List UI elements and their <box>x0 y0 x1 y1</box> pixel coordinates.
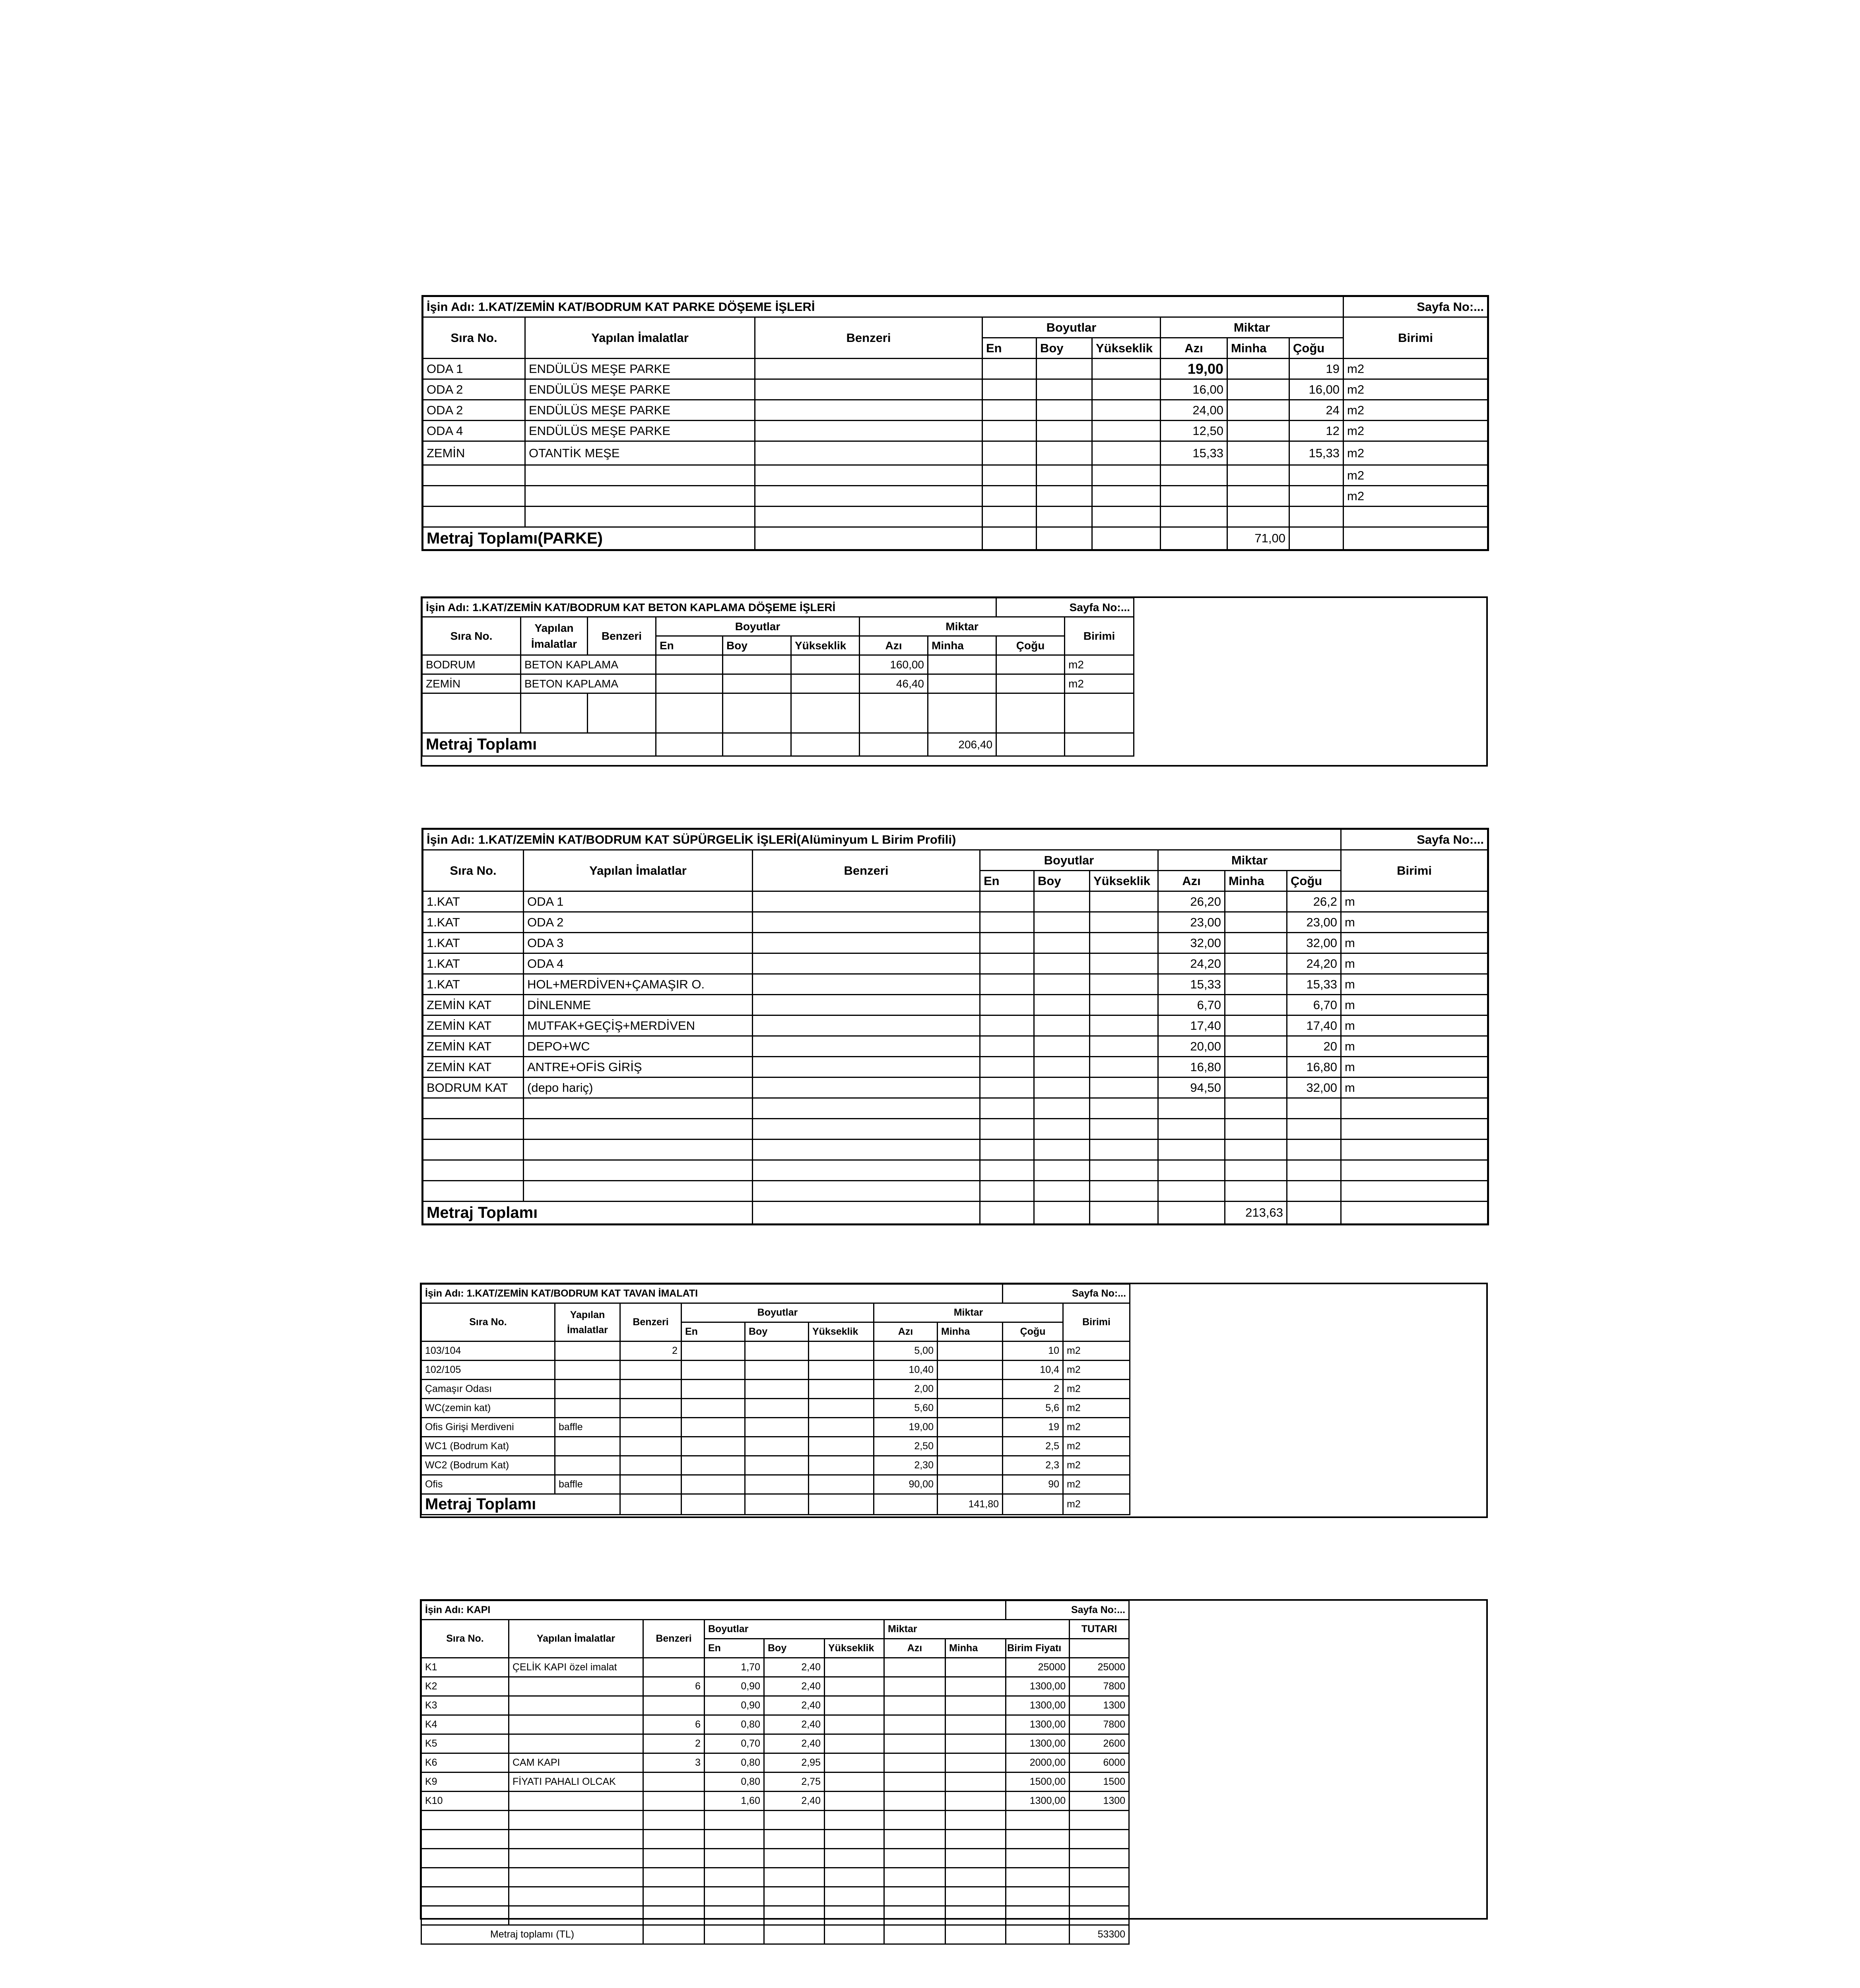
beton-table <box>421 597 1134 757</box>
beton-total-value: 206,40 <box>928 733 996 756</box>
header-birimi: Birimi <box>1063 1303 1130 1342</box>
header-boy: Boy <box>1037 338 1092 359</box>
table-row: ODA 1 ENDÜLÜS MEŞE PARKE 19,00 19 m2 <box>423 359 1488 379</box>
header-cogu: Çoğu <box>1287 871 1341 891</box>
header-en: En <box>656 636 723 655</box>
header-boyutlar: Boyutlar <box>982 317 1161 338</box>
header-azi: Azı <box>874 1322 938 1342</box>
table-row: 1.KAT ODA 2 23,00 23,00 m <box>423 912 1488 933</box>
kapi-table <box>421 1600 1130 1945</box>
header-yapilan-imalatlar: Yapılan İmalatlar <box>521 617 588 655</box>
table-row <box>422 693 1134 733</box>
table-row <box>421 1868 1129 1887</box>
header-boyutlar: Boyutlar <box>705 1620 884 1639</box>
tavan-total-label: Metraj Toplamı <box>421 1494 620 1515</box>
table-row <box>423 1119 1488 1140</box>
table-row <box>421 1906 1129 1925</box>
table-row: ODA 2 ENDÜLÜS MEŞE PARKE 24,00 24 m2 <box>423 400 1488 421</box>
header-yukseklik: Yükseklik <box>825 1639 884 1658</box>
header-yukseklik: Yükseklik <box>791 636 860 655</box>
header-en: En <box>980 871 1034 891</box>
header-yapilan-imalatlar: Yapılan İmalatlar <box>524 850 753 891</box>
table-row: ZEMİN BETON KAPLAMA 46,40 m2 <box>422 674 1134 693</box>
header-sira-no: Sıra No. <box>421 1620 509 1658</box>
header-sira-no: Sıra No. <box>423 317 525 359</box>
table-row <box>423 1181 1488 1202</box>
header-miktar: Miktar <box>860 617 1065 636</box>
table-row: K2 6 0,90 2,40 1300,00 7800 <box>421 1677 1129 1696</box>
header-cogu: Çoğu <box>996 636 1065 655</box>
table-row: BODRUM KAT (depo hariç) 94,50 32,00 m <box>423 1077 1488 1098</box>
table-row <box>421 1887 1129 1906</box>
header-tutari: TUTARI <box>1070 1620 1129 1639</box>
table-row: ODA 4 ENDÜLÜS MEŞE PARKE 12,50 12 m2 <box>423 421 1488 441</box>
table-row <box>421 1849 1129 1868</box>
table-row: K6 CAM KAPI 3 0,80 2,95 2000,00 6000 <box>421 1753 1129 1773</box>
header-boy: Boy <box>1034 871 1090 891</box>
header-yukseklik: Yükseklik <box>1090 871 1158 891</box>
table-row: Ofis baffle 90,00 90 m2 <box>421 1475 1130 1494</box>
table-row <box>423 507 1488 527</box>
parke-table <box>421 295 1489 551</box>
kapi-total-label: Metraj toplamı (TL) <box>421 1925 643 1944</box>
supurgelik-table <box>421 828 1489 1225</box>
table-row: ODA 2 ENDÜLÜS MEŞE PARKE 16,00 16,00 m2 <box>423 379 1488 400</box>
supurgelik-rows <box>423 891 1488 1202</box>
tavan-total-unit: m2 <box>1063 1494 1130 1515</box>
tavan-sheet <box>421 1283 1130 1515</box>
table-row <box>421 1811 1129 1830</box>
table-row: ZEMİN KAT ANTRE+OFİS GİRİŞ 16,80 16,80 m <box>423 1057 1488 1077</box>
table-row: ZEMİN KAT DEPO+WC 20,00 20 m <box>423 1036 1488 1057</box>
header-benzeri: Benzeri <box>643 1620 705 1658</box>
header-yukseklik: Yükseklik <box>1092 338 1161 359</box>
table-row: Ofis Girişi Merdiveni baffle 19,00 19 m2 <box>421 1418 1130 1437</box>
supurgelik-total-label: Metraj Toplamı <box>423 1202 753 1225</box>
header-azi: Azı <box>1161 338 1227 359</box>
supurgelik-title: İşin Adı: 1.KAT/ZEMİN KAT/BODRUM KAT SÜPÜRGELİK İŞLERİ(Alüminyum L Birim Profili) <box>423 829 1341 850</box>
kapi-page-no: Sayfa No:... <box>1006 1601 1129 1620</box>
header-en: En <box>982 338 1037 359</box>
table-row: 1.KAT ODA 1 26,20 26,2 m <box>423 891 1488 912</box>
beton-total-label: Metraj Toplamı <box>422 733 656 756</box>
kapi-rows <box>421 1658 1129 1925</box>
header-en: En <box>681 1322 745 1342</box>
table-row: 103/104 2 5,00 10 m2 <box>421 1342 1130 1361</box>
beton-title: İşin Adı: 1.KAT/ZEMİN KAT/BODRUM KAT BETON KAPLAMA DÖŞEME İŞLERİ <box>422 598 996 617</box>
table-row <box>423 1098 1488 1119</box>
table-row: m2 <box>423 486 1488 507</box>
table-row: WC2 (Bodrum Kat) 2,30 2,3 m2 <box>421 1456 1130 1475</box>
header-birimi: Birimi <box>1341 850 1488 891</box>
parke-page-no: Sayfa No:... <box>1344 296 1488 317</box>
header-boyutlar: Boyutlar <box>681 1303 874 1322</box>
beton-page-no: Sayfa No:... <box>996 598 1134 617</box>
table-row: Çamaşır Odası 2,00 2 m2 <box>421 1380 1130 1399</box>
table-row: 1.KAT ODA 4 24,20 24,20 m <box>423 953 1488 974</box>
header-boy: Boy <box>764 1639 825 1658</box>
header-boyutlar: Boyutlar <box>980 850 1158 871</box>
table-row: 1.KAT ODA 3 32,00 32,00 m <box>423 933 1488 953</box>
supurgelik-page-no: Sayfa No:... <box>1341 829 1488 850</box>
tavan-page-no: Sayfa No:... <box>1003 1284 1130 1303</box>
header-birimi: Birimi <box>1065 617 1134 655</box>
table-row: K5 2 0,70 2,40 1300,00 2600 <box>421 1734 1129 1753</box>
parke-total-label: Metraj Toplamı(PARKE) <box>423 527 755 550</box>
header-yapilan-imalatlar: Yapılan İmalatlar <box>555 1303 620 1342</box>
header-azi: Azı <box>884 1639 946 1658</box>
header-yapilan-imalatlar: Yapılan İmalatlar <box>509 1620 643 1658</box>
header-minha: Minha <box>1225 871 1287 891</box>
header-boy: Boy <box>745 1322 809 1342</box>
header-benzeri: Benzeri <box>753 850 980 891</box>
header-yapilan-imalatlar: Yapılan İmalatlar <box>525 317 755 359</box>
header-sira-no: Sıra No. <box>423 850 524 891</box>
tavan-total-value: 141,80 <box>938 1494 1003 1515</box>
table-row <box>423 1140 1488 1160</box>
header-en: En <box>705 1639 764 1658</box>
kapi-sheet <box>421 1600 1130 1945</box>
header-cogu: Çoğu <box>1289 338 1344 359</box>
header-miktar: Miktar <box>1161 317 1344 338</box>
table-row: WC(zemin kat) 5,60 5,6 m2 <box>421 1399 1130 1418</box>
parke-title: İşin Adı: 1.KAT/ZEMİN KAT/BODRUM KAT PARKE DÖŞEME İŞLERİ <box>423 296 1344 317</box>
header-minha: Minha <box>946 1639 1006 1658</box>
tavan-table <box>421 1283 1130 1515</box>
table-row: K10 1,60 2,40 1300,00 1300 <box>421 1792 1129 1811</box>
header-minha: Minha <box>938 1322 1003 1342</box>
table-row: K3 0,90 2,40 1300,00 1300 <box>421 1696 1129 1715</box>
header-minha: Minha <box>1227 338 1289 359</box>
kapi-total-value: 53300 <box>1070 1925 1129 1944</box>
table-row: 1.KAT HOL+MERDİVEN+ÇAMAŞIR O. 15,33 15,33 m <box>423 974 1488 995</box>
header-cogu: Çoğu <box>1003 1322 1063 1342</box>
header-birim-fiyati: Birim Fiyatı <box>1006 1639 1070 1658</box>
beton-sheet <box>421 597 1134 757</box>
table-row <box>421 1830 1129 1849</box>
header-sira-no: Sıra No. <box>422 617 521 655</box>
header-boy: Boy <box>723 636 791 655</box>
header-minha: Minha <box>928 636 996 655</box>
table-row: ZEMİN OTANTİK MEŞE 15,33 15,33 m2 <box>423 441 1488 465</box>
header-yukseklik: Yükseklik <box>809 1322 874 1342</box>
table-row: ZEMİN KAT DİNLENME 6,70 6,70 m <box>423 995 1488 1015</box>
table-row: m2 <box>423 465 1488 486</box>
header-azi: Azı <box>1158 871 1225 891</box>
parke-sheet <box>421 295 1489 551</box>
tavan-rows <box>421 1342 1130 1494</box>
supurgelik-sheet <box>421 828 1489 1225</box>
header-benzeri: Benzeri <box>588 617 656 655</box>
header-sira-no: Sıra No. <box>421 1303 555 1342</box>
parke-total-value: 71,00 <box>1227 527 1289 550</box>
table-row <box>423 1160 1488 1181</box>
tavan-title: İşin Adı: 1.KAT/ZEMİN KAT/BODRUM KAT TAVAN İMALATI <box>421 1284 1003 1303</box>
kapi-title: İşin Adı: KAPI <box>421 1601 1006 1620</box>
header-miktar: Miktar <box>1158 850 1341 871</box>
table-row: 102/105 10,40 10,4 m2 <box>421 1361 1130 1380</box>
header-benzeri: Benzeri <box>620 1303 681 1342</box>
table-row: K4 6 0,80 2,40 1300,00 7800 <box>421 1715 1129 1734</box>
table-row: WC1 (Bodrum Kat) 2,50 2,5 m2 <box>421 1437 1130 1456</box>
header-miktar: Miktar <box>884 1620 1070 1639</box>
table-row: K9 FİYATI PAHALI OLCAK 0,80 2,75 1500,00 1500 <box>421 1773 1129 1792</box>
table-row: BODRUM BETON KAPLAMA 160,00 m2 <box>422 655 1134 674</box>
supurgelik-total-value: 213,63 <box>1225 1202 1287 1225</box>
header-miktar: Miktar <box>874 1303 1063 1322</box>
header-azi: Azı <box>860 636 928 655</box>
header-birimi: Birimi <box>1344 317 1488 359</box>
table-row: ZEMİN KAT MUTFAK+GEÇİŞ+MERDİVEN 17,40 17,40 m <box>423 1015 1488 1036</box>
header-benzeri: Benzeri <box>755 317 982 359</box>
header-boyutlar: Boyutlar <box>656 617 860 636</box>
table-row: K1 ÇELİK KAPI özel imalat 1,70 2,40 25000 25000 <box>421 1658 1129 1677</box>
